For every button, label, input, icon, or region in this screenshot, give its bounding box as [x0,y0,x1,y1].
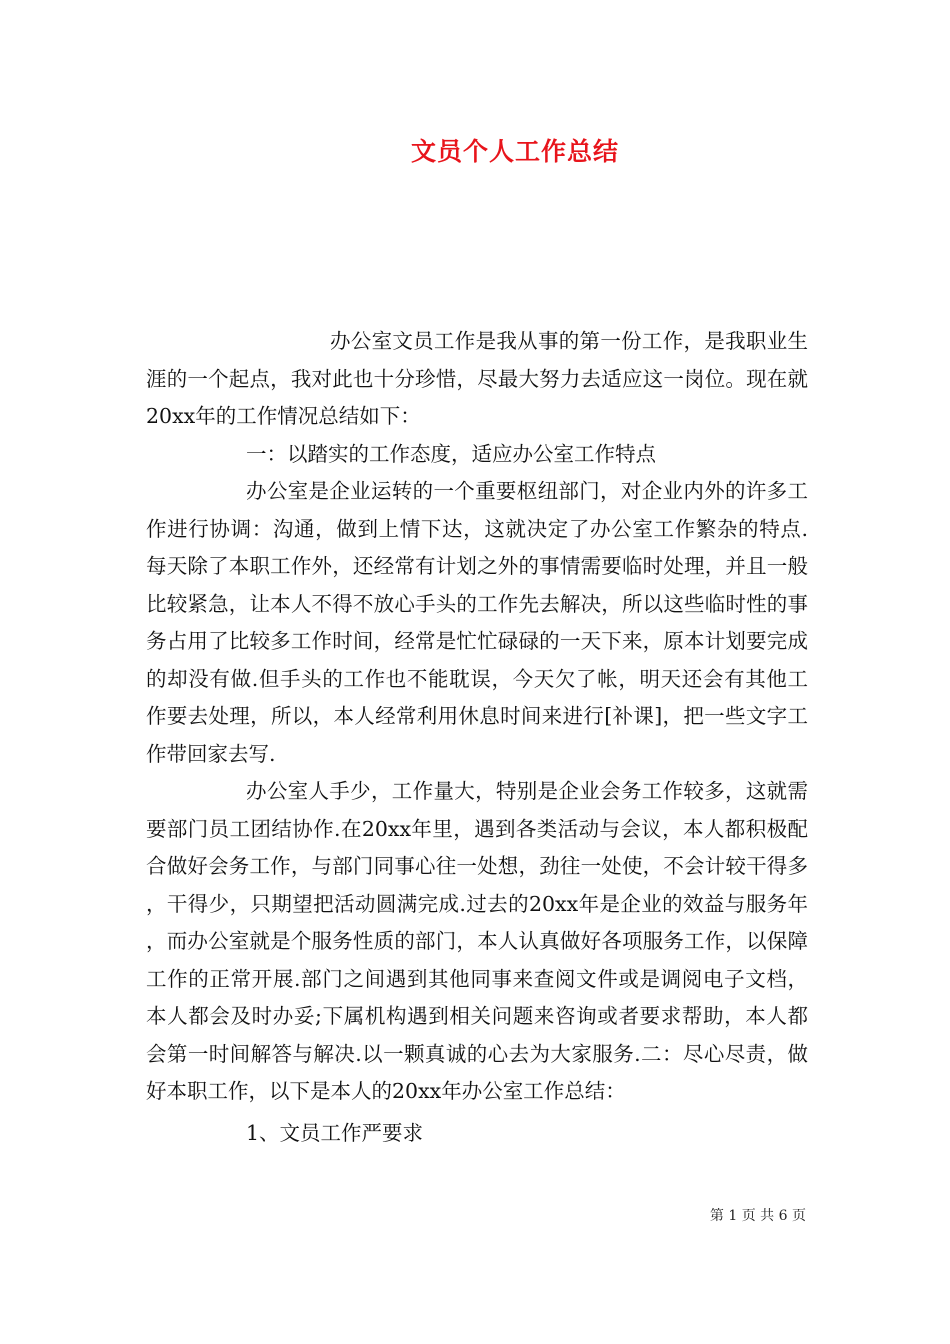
paragraph-intro: 办公室文员工作是我从事的第一份工作，是我职业生涯的一个起点，我对此也十分珍惜，尽最大努力去适应这一岗位。现在就20xx年的工作情况总结如下： [146,329,808,428]
paragraph-teamwork: 办公室人手少，工作量大，特别是企业会务工作较多，这就需要部门员工团结协作.在20xx年里，遇到各类活动与会议，本人都积极配合做好会务工作，与部门同事心往一处想，劲往一处使，不会计较干得多，干得少，只期望把活动圆满完成.过去的20xx年是企业的效益与服务年，而办公室就是个服务性质的部门，本人认真做好各项服务工作，以保障工作的正常开展.部门之间遇到其他同事来查阅文件或是调阅电子文档，本人都会及时办妥;下属机构遇到相关问题来咨询或者要求帮助，本人都会第一时间解答与解决.以一颗真诚的心去为大家服务.二：尽心尽责，做好本职工作，以下是本人的20xx年办公室工作总结： [146,779,808,1103]
document-title: 文员个人工作总结 [410,137,619,166]
paragraph-office-role: 办公室是企业运转的一个重要枢纽部门，对企业内外的许多工作进行协调：沟通，做到上情下达，这就决定了办公室工作繁杂的特点.每天除了本职工作外，还经常有计划之外的事情需要临时处理，并且一般比较紧急，让本人不得不放心手头的工作先去解决，所以这些临时性的事务占用了比较多工作时间，经常是忙忙碌碌的一天下来，原本计划要完成的却没有做.但手头的工作也不能耽误，今天欠了帐，明天还会有其他工作要去处理，所以，本人经常利用休息时间来进行[补课]，把一些文字工作带回家去写. [146,479,808,766]
subsection-heading-1: 1、文员工作严要求 [246,1120,424,1145]
page-number: 第 1 页 共 6 页 [709,1208,806,1224]
document-body [146,323,808,1152]
section-heading-1: 一：以踏实的工作态度，适应办公室工作特点 [246,441,656,466]
